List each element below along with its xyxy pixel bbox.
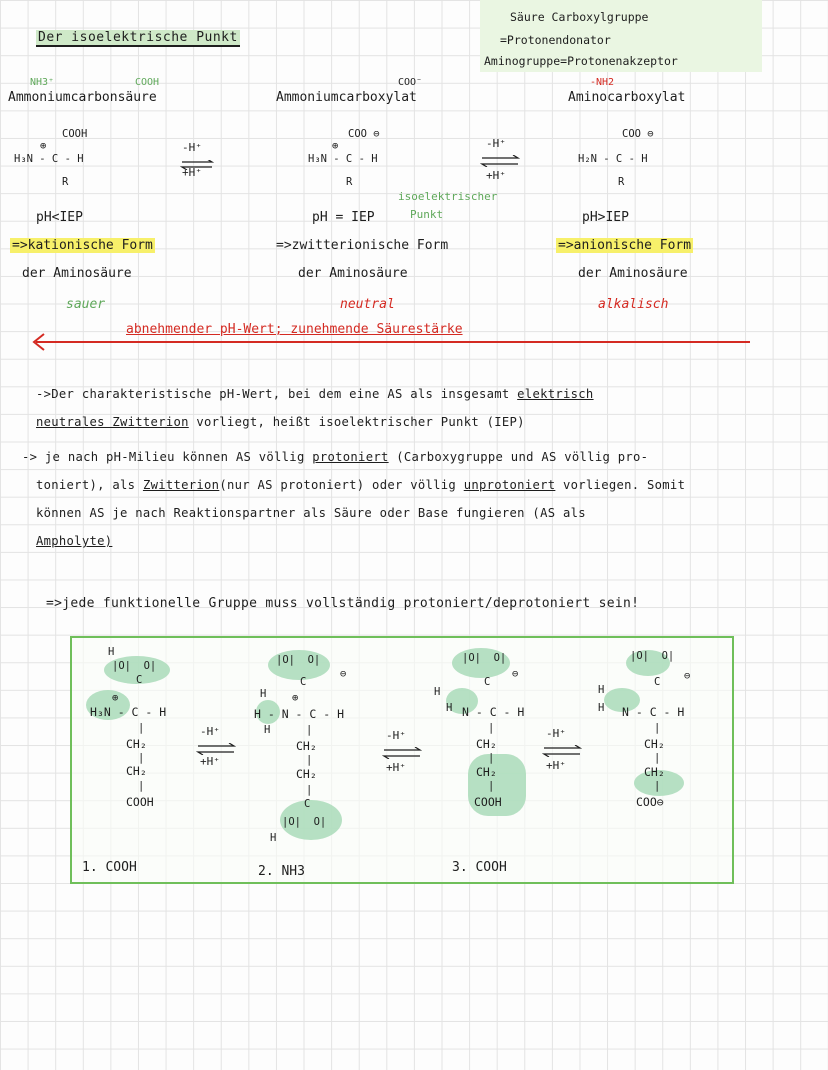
col3-character: alkalisch xyxy=(598,297,669,312)
trend-arrow-line xyxy=(36,341,750,343)
col1-name: Ammoniumcarbonsäure xyxy=(8,90,157,105)
col1-group2: COOH xyxy=(135,77,160,88)
s4-minus: ⊖ xyxy=(684,670,691,682)
s3-ch2-a: CH₂ xyxy=(476,737,497,751)
s2-h-acid: H xyxy=(270,832,277,844)
eqa-plus: +H⁺ xyxy=(200,755,220,768)
col2-center: H₃N - C - H xyxy=(308,153,378,165)
s4-h-left: H xyxy=(598,702,605,714)
col3-coo: COO ⊖ xyxy=(622,128,654,140)
s1-h: H xyxy=(108,646,115,658)
s4-h-top: H xyxy=(598,684,605,696)
s3-center: N - C - H xyxy=(462,705,525,719)
s3-c: C xyxy=(484,676,491,688)
col1-character: sauer xyxy=(66,297,106,312)
trend-arrow-head xyxy=(32,332,46,356)
s4-coo: COO⊖ xyxy=(636,795,664,809)
paragraph-2-line-3: können AS je nach Reaktionspartner als Säure oder Base fungieren (AS als xyxy=(36,506,586,520)
trend-label: abnehmender pH-Wert; zunehmende Säurestärke xyxy=(126,322,463,337)
col1-charge: ⊕ xyxy=(40,140,47,152)
s3-minus: ⊖ xyxy=(512,668,519,680)
paragraph-2-line-4: Ampholyte) xyxy=(36,534,113,548)
col3-form: =>anionische Form xyxy=(558,238,692,253)
col2-charge: ⊕ xyxy=(332,140,339,152)
eqc-plus: +H⁺ xyxy=(546,759,566,772)
s4-bond1: | xyxy=(654,722,661,734)
col2-character: neutral xyxy=(340,297,395,312)
s4-bond2: | xyxy=(654,752,661,764)
s2-c-bottom: C xyxy=(304,798,311,810)
s3-bond1: | xyxy=(488,722,495,734)
col2-name: Ammoniumcarboxylat xyxy=(276,90,417,105)
definition-line-1: Säure Carboxylgruppe xyxy=(510,10,649,24)
definition-line-2: =Protonendonator xyxy=(500,33,611,47)
col1-ph: pH<IEP xyxy=(36,210,83,225)
s4-c: C xyxy=(654,676,661,688)
eq1-plus: +H⁺ xyxy=(182,166,202,179)
col3-ph: pH>IEP xyxy=(582,210,629,225)
s1-bond3: | xyxy=(138,780,145,792)
paragraph-1-line-2: neutrales Zwitterion vorliegt, heißt isoelektrischer Punkt (IEP) xyxy=(36,415,525,429)
s2-center: H - N - C - H xyxy=(254,707,345,721)
col1-cooh: COOH xyxy=(62,128,88,140)
s2-bond1: | xyxy=(306,724,313,736)
col2-ph: pH = IEP xyxy=(312,210,375,225)
s2-o-bottom: |O| O| xyxy=(282,816,327,828)
s3-bond3: | xyxy=(488,780,495,792)
s2-h-bottom: H xyxy=(264,724,271,736)
col2-form2: der Aminosäure xyxy=(298,266,408,281)
col1-form2: der Aminosäure xyxy=(22,266,132,281)
s3-caption: 3. COOH xyxy=(452,860,507,875)
eqb-minus: -H⁺ xyxy=(386,729,406,742)
s1-c: C xyxy=(136,674,143,686)
eq1-minus: -H⁺ xyxy=(182,141,202,154)
s3-ch2-b: CH₂ xyxy=(476,765,497,779)
s1-bond2: | xyxy=(138,752,145,764)
iep-label: isoelektrischer xyxy=(398,190,498,203)
s3-o-top: |O| O| xyxy=(462,652,507,664)
eq2-minus: -H⁺ xyxy=(486,137,506,150)
s1-bond1: | xyxy=(138,722,145,734)
col2-form: =>zwitterionische Form xyxy=(276,238,449,253)
col1-r: R xyxy=(62,176,69,188)
s2-bond2: | xyxy=(306,754,313,766)
s2-o-top: |O| O| xyxy=(276,654,321,666)
s4-center: N - C - H xyxy=(622,705,685,719)
s1-center: H₃N - C - H xyxy=(90,705,167,719)
paragraph-2-line-1: -> je nach pH-Milieu können AS völlig protoniert (Carboxygruppe und AS völlig pro- xyxy=(22,450,649,464)
eqb-plus: +H⁺ xyxy=(386,761,406,774)
s1-ch2-b: CH₂ xyxy=(126,764,147,778)
s3-h-top: H xyxy=(434,686,441,698)
definition-line-3: Aminogruppe=Protonenakzeptor xyxy=(484,54,678,68)
s2-ch2-a: CH₂ xyxy=(296,739,317,753)
col1-group: NH3⁺ xyxy=(30,77,55,88)
rule-text: =>jede funktionelle Gruppe muss vollständig protoniert/deprotoniert sein! xyxy=(46,596,640,611)
iep-label-2: Punkt xyxy=(410,208,444,221)
s1-o-top: |O| O| xyxy=(112,660,157,672)
s4-o-top: |O| O| xyxy=(630,650,675,662)
col3-group: -NH2 xyxy=(590,77,615,88)
s2-h-top: H xyxy=(260,688,267,700)
s4-ch2-b: CH₂ xyxy=(644,765,665,779)
s2-charge: ⊕ xyxy=(292,692,299,704)
s1-charge: ⊕ xyxy=(112,692,119,704)
eqa-minus: -H⁺ xyxy=(200,725,220,738)
paragraph-2-line-2: toniert), als Zwitterion(nur AS protoniert) oder völlig unprotoniert vorliegen. Somit xyxy=(36,478,686,492)
s3-cooh: COOH xyxy=(474,795,502,809)
col3-name: Aminocarboxylat xyxy=(568,90,686,105)
col2-r: R xyxy=(346,176,353,188)
s3-h-left: H xyxy=(446,702,453,714)
col3-form2: der Aminosäure xyxy=(578,266,688,281)
s2-c: C xyxy=(300,676,307,688)
s1-cooh: COOH xyxy=(126,795,154,809)
s1-caption: 1. COOH xyxy=(82,860,137,875)
s4-ch2-a: CH₂ xyxy=(644,737,665,751)
s2-ch2-b: CH₂ xyxy=(296,767,317,781)
eq2-plus: +H⁺ xyxy=(486,169,506,182)
col3-center: H₂N - C - H xyxy=(578,153,648,165)
col2-coo: COO ⊖ xyxy=(348,128,380,140)
page-title: Der isoelektrische Punkt xyxy=(38,30,238,45)
col1-form: =>kationische Form xyxy=(12,238,153,253)
s2-bond3: | xyxy=(306,784,313,796)
eqc-minus: -H⁺ xyxy=(546,727,566,740)
s1-ch2-a: CH₂ xyxy=(126,737,147,751)
col1-center: H₃N - C - H xyxy=(14,153,84,165)
paragraph-1-line-1: ->Der charakteristische pH-Wert, bei dem eine AS als insgesamt elektrisch xyxy=(36,387,594,401)
s2-minus: ⊖ xyxy=(340,668,347,680)
s4-bond3: | xyxy=(654,780,661,792)
col2-group: COO⁻ xyxy=(398,77,423,88)
s3-bond2: | xyxy=(488,752,495,764)
s2-caption: 2. NH3 xyxy=(258,864,305,879)
col3-r: R xyxy=(618,176,625,188)
